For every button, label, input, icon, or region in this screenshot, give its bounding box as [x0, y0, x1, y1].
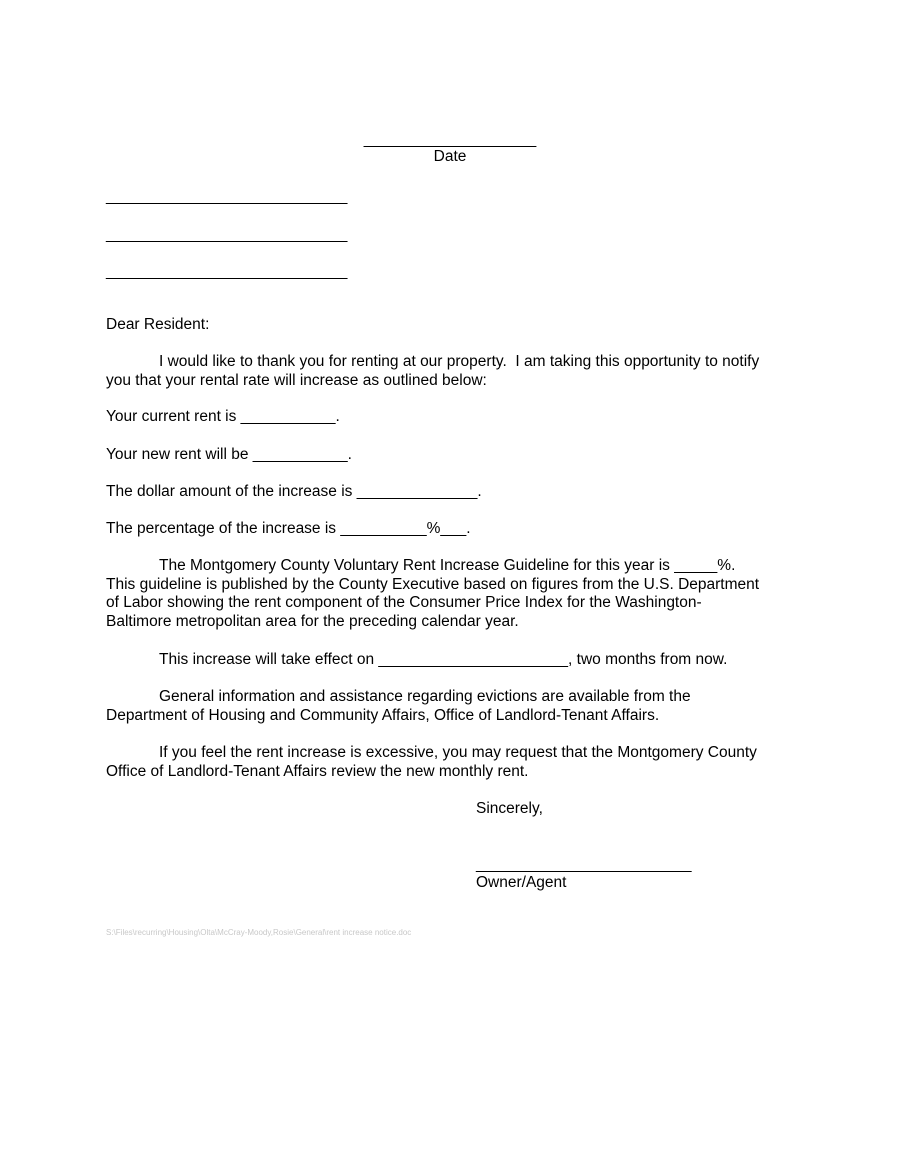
review-line-2: Office of Landlord-Tenant Affairs review the new monthly rent.: [106, 763, 529, 780]
address-line-3: ____________________________: [106, 263, 348, 280]
footer-file-path: S:\Files\recurring\Housing\Olta\McCray-Moody,Rosie\General\rent increase notice.doc: [106, 928, 412, 937]
guideline-line-1: The Montgomery County Voluntary Rent Increase Guideline for this year is _____%.: [159, 557, 736, 574]
percentage-increase-line: The percentage of the increase is __________%___.: [106, 520, 471, 537]
review-line-1: If you feel the rent increase is excessive, you may request that the Montgomery County: [159, 744, 757, 761]
guideline-line-2: This guideline is published by the County Executive based on figures from the U.S. Department: [106, 576, 760, 593]
salutation: Dear Resident:: [106, 316, 210, 333]
signature-label: Owner/Agent: [476, 874, 567, 891]
address-line-1: ____________________________: [106, 188, 348, 205]
date-label: Date: [433, 148, 467, 165]
intro-line-2: you that your rental rate will increase as outlined below:: [106, 372, 487, 389]
signature-blank-line: _________________________: [476, 856, 692, 873]
intro-line-1: I would like to thank you for renting at our property. I am taking this opportunity to notify: [159, 353, 760, 370]
effective-date-line: This increase will take effect on ______________________, two months from now.: [159, 651, 728, 668]
current-rent-line: Your current rent is ___________.: [106, 408, 340, 425]
dollar-increase-line: The dollar amount of the increase is ______________.: [106, 483, 482, 500]
closing: Sincerely,: [476, 800, 543, 817]
evictions-line-2: Department of Housing and Community Affairs, Office of Landlord-Tenant Affairs.: [106, 707, 660, 724]
guideline-line-3: of Labor showing the rent component of the Consumer Price Index for the Washington-: [106, 594, 702, 611]
guideline-line-4: Baltimore metropolitan area for the preceding calendar year.: [106, 613, 519, 630]
evictions-line-1: General information and assistance regarding evictions are available from the: [159, 688, 691, 705]
date-blank-line: ____________________: [363, 131, 537, 148]
new-rent-line: Your new rent will be ___________.: [106, 446, 352, 463]
address-line-2: ____________________________: [106, 226, 348, 243]
